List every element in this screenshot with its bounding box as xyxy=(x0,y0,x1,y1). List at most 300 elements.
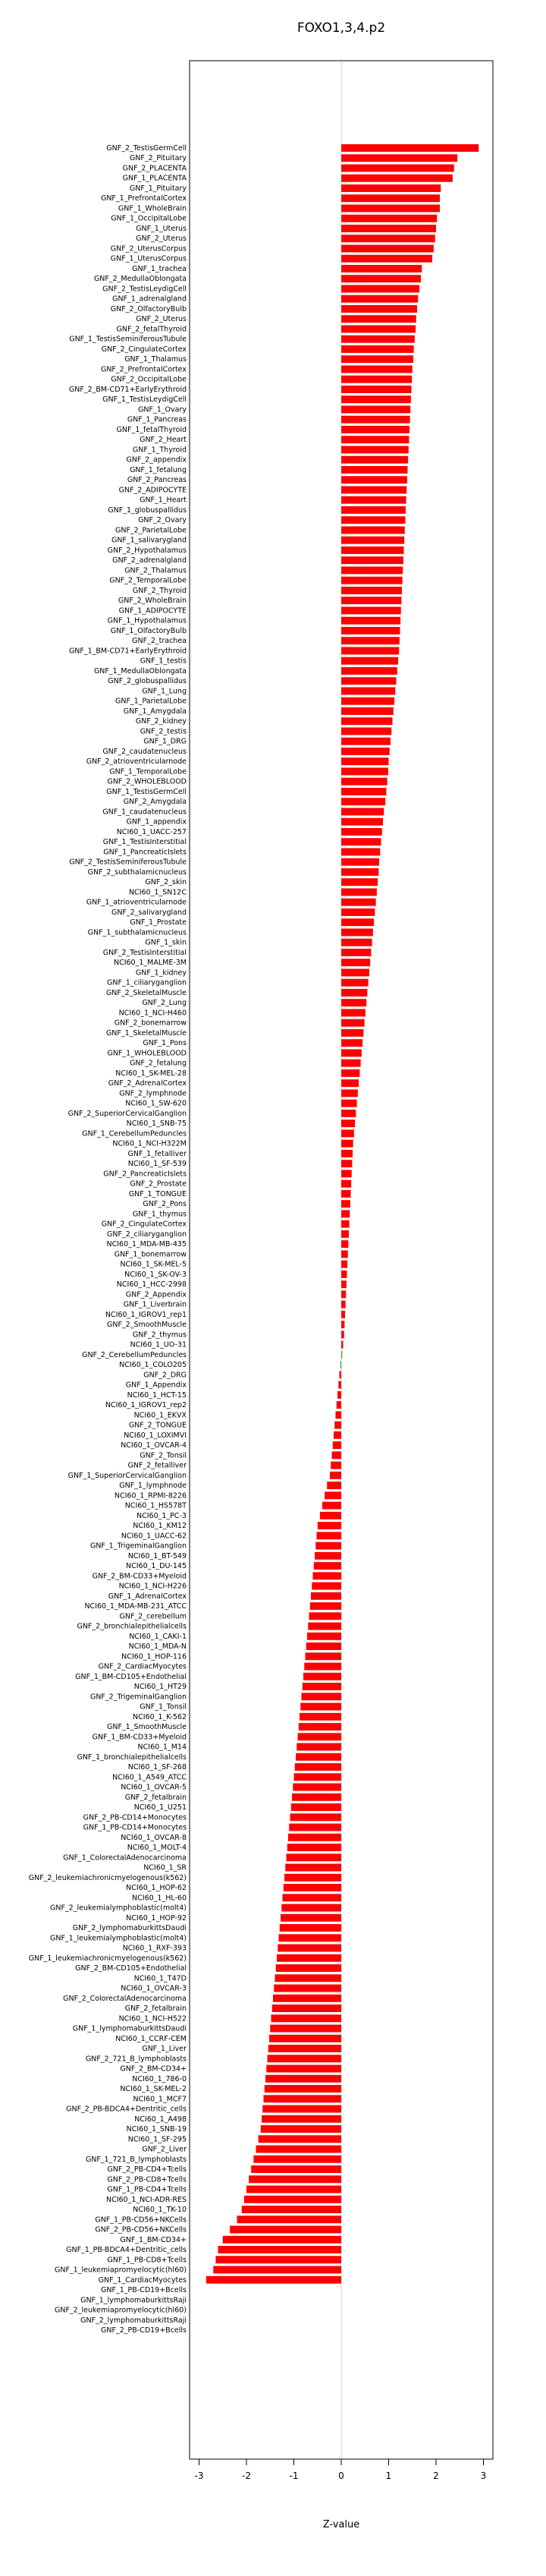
category-label: GNF_1_trachea xyxy=(132,264,187,273)
category-label: NCI60_1_NCI-H460 xyxy=(118,1009,187,1018)
category-label: GNF_1_fetalliver xyxy=(127,1149,187,1158)
category-label: GNF_2_salivarygland xyxy=(111,908,187,917)
category-label: NCI60_1_NCI-ADR-RES xyxy=(105,2195,187,2204)
bar xyxy=(341,1060,361,1067)
bar xyxy=(341,326,416,333)
bar xyxy=(293,1784,341,1791)
category-labels xyxy=(29,144,187,2335)
category-label: GNF_2_Liver xyxy=(142,2145,187,2154)
category-label: GNF_1_lymphnode xyxy=(119,1482,187,1491)
bar xyxy=(341,1180,351,1188)
category-label: NCI60_1_SR xyxy=(143,1863,187,1872)
bar xyxy=(341,868,378,876)
category-label: GNF_1_Thalamus xyxy=(124,355,187,364)
bar xyxy=(341,888,377,896)
bar xyxy=(341,426,410,433)
category-label: GNF_1_Liver xyxy=(142,2045,187,2054)
category-label: GNF_2_fetalbrain xyxy=(124,2004,187,2014)
category-label: GNF_2_Prostate xyxy=(130,1179,187,1189)
bar xyxy=(330,1472,341,1479)
bar xyxy=(340,1371,342,1378)
bar xyxy=(341,265,422,272)
bar xyxy=(341,355,413,363)
category-label: NCI60_1_K-562 xyxy=(133,1712,187,1721)
bar xyxy=(276,1964,341,1972)
category-label: GNF_1_PrefrontalCortex xyxy=(100,194,187,203)
bar xyxy=(341,778,388,786)
bar xyxy=(341,597,401,604)
bar xyxy=(327,1482,341,1489)
category-label: NCI60_1_SF-295 xyxy=(127,2135,187,2144)
category-label: GNF_2_skin xyxy=(145,878,187,887)
bar xyxy=(341,838,381,846)
bar xyxy=(341,1110,356,1117)
category-label: GNF_1_leukemiapromyelocytic(hl60) xyxy=(54,2266,187,2275)
bar xyxy=(341,1331,344,1338)
category-label: GNF_2_bonemarrow xyxy=(114,1019,187,1028)
bar xyxy=(341,828,382,836)
bar xyxy=(341,1079,359,1087)
category-label: GNF_1_Ovary xyxy=(138,405,187,414)
category-label: NCI60_1_IGROV1_rep2 xyxy=(105,1401,187,1410)
category-label: GNF_1_Appendix xyxy=(125,1381,187,1390)
bar xyxy=(341,1160,352,1167)
category-label: GNF_1_Pituitary xyxy=(129,184,187,193)
category-label: GNF_1_OccipitalLobe xyxy=(111,214,187,223)
bar xyxy=(341,526,405,534)
category-label: NCI60_1_UO-31 xyxy=(130,1340,187,1349)
category-label: NCI60_1_UACC-257 xyxy=(116,827,187,836)
category-label: NCI60_1_EKVX xyxy=(133,1411,187,1420)
category-label: GNF_2_lymphomaburkittsDaudi xyxy=(72,1924,187,1933)
bar xyxy=(264,2095,342,2102)
bar xyxy=(311,1592,341,1600)
bar xyxy=(341,959,370,966)
bar xyxy=(341,587,402,594)
bar xyxy=(314,1562,341,1570)
category-label: NCI60_1_HT29 xyxy=(133,1683,187,1692)
category-label: GNF_1_Uterus xyxy=(136,224,187,233)
bar xyxy=(300,1713,341,1721)
bar xyxy=(287,1853,342,1861)
category-label: GNF_2_OlfactoryBulb xyxy=(110,304,187,313)
category-label: GNF_1_BM-CD34+ xyxy=(120,2235,187,2244)
category-label: NCI60_1_LOXIMVI xyxy=(124,1431,187,1440)
category-label: GNF_2_TestisSeminiferousTubule xyxy=(69,858,187,867)
category-label: NCI60_1_HCC-2998 xyxy=(116,1280,187,1290)
category-label: GNF_1_PB-CD4+Tcells xyxy=(107,2185,187,2194)
bar xyxy=(213,2266,341,2274)
bar xyxy=(341,1029,363,1037)
category-label: NCI60_1_HOP-62 xyxy=(126,1884,187,1893)
bar xyxy=(310,1602,341,1610)
category-label: GNF_1_OlfactoryBulb xyxy=(110,626,187,635)
category-label: GNF_2_TestisInterstitial xyxy=(102,948,187,957)
category-label: GNF_1_kidney xyxy=(135,968,187,978)
category-label: GNF_1_SmoothMuscle xyxy=(106,1723,187,1732)
bar xyxy=(303,1683,341,1690)
bar xyxy=(256,2146,342,2153)
bar xyxy=(296,1753,341,1761)
category-label: NCI60_1_SK-MEL-28 xyxy=(115,1069,187,1078)
category-label: NCI60_1_SNB-19 xyxy=(126,2125,187,2134)
category-label: NCI60_1_TK-10 xyxy=(133,2206,187,2215)
bar xyxy=(332,1451,342,1459)
x-axis-label: Z-value xyxy=(322,2519,360,2530)
category-label: GNF_2_Pons xyxy=(143,1200,187,1209)
category-label: GNF_2_AdrenalCortex xyxy=(108,1079,187,1088)
category-label: GNF_2_ADIPOCYTE xyxy=(118,486,187,495)
bar xyxy=(341,818,383,826)
category-label: GNF_2_Appendix xyxy=(125,1290,187,1299)
category-label: NCI60_1_HOP-92 xyxy=(126,1913,187,1923)
bar xyxy=(341,1290,346,1298)
bar xyxy=(341,194,440,202)
x-tick-label: -3 xyxy=(194,2471,204,2481)
bar xyxy=(341,1210,350,1217)
bar xyxy=(341,1049,362,1057)
category-label: GNF_2_BM-CD33+Myeloid xyxy=(92,1572,187,1581)
bar xyxy=(341,606,401,614)
category-label: GNF_2_SmoothMuscle xyxy=(106,1321,187,1330)
bar xyxy=(341,335,415,343)
category-label: GNF_1_appendix xyxy=(126,817,187,827)
category-label: GNF_1_PB-BDCA4+Dentritic_cells xyxy=(66,2246,187,2255)
category-label: GNF_1_thymus xyxy=(132,1210,187,1219)
bar xyxy=(341,858,379,866)
category-label: GNF_1_fetalThyroid xyxy=(116,425,187,434)
bar xyxy=(280,1924,341,1932)
category-label: NCI60_1_HCT-15 xyxy=(127,1390,187,1400)
category-label: GNF_2_CingulateCortex xyxy=(101,1220,187,1229)
category-label: GNF_2_lymphomaburkittsRaji xyxy=(80,2316,187,2325)
category-label: GNF_2_721_B_lymphoblasts xyxy=(85,2055,187,2064)
bar xyxy=(312,1582,341,1590)
x-tick-label: 0 xyxy=(338,2471,344,2481)
bar xyxy=(341,366,413,373)
bar xyxy=(274,1985,341,1992)
category-label: GNF_2_kidney xyxy=(135,717,187,726)
bar xyxy=(341,878,378,886)
category-label: GNF_2_globuspallidus xyxy=(108,677,187,686)
category-label: NCI60_1_HS578T xyxy=(124,1501,187,1510)
category-label: GNF_1_CerebellumPeduncles xyxy=(82,1129,187,1138)
bar xyxy=(341,1271,347,1278)
bar xyxy=(341,345,414,353)
bar xyxy=(253,2156,341,2163)
bar xyxy=(271,2014,342,2022)
bar xyxy=(277,1954,341,1962)
category-label: NCI60_1_OVCAR-3 xyxy=(121,1984,187,1993)
bar xyxy=(341,999,366,1006)
category-label: NCI60_1_OVCAR-4 xyxy=(121,1441,187,1450)
category-label: NCI60_1_NCI-H322M xyxy=(112,1139,187,1148)
bar xyxy=(307,1633,341,1640)
category-label: GNF_2_UterusCorpus xyxy=(110,244,187,254)
category-label: GNF_1_TestisGermCell xyxy=(106,787,187,796)
category-label: NCI60_1_SF-268 xyxy=(127,1763,187,1772)
category-label: NCI60_1_RPMI-8226 xyxy=(114,1491,187,1501)
category-label: GNF_2_MedullaOblongata xyxy=(93,275,187,284)
bar xyxy=(341,165,454,172)
bar xyxy=(341,1200,350,1208)
category-label: GNF_1_WHOLEBLOOD xyxy=(107,1049,187,1058)
category-label: GNF_2_caudatenucleus xyxy=(102,747,187,756)
category-label: GNF_1_BM-CD105+Endothelial xyxy=(75,1672,187,1681)
category-label: GNF_2_leukemiachronicmyelogenous(k562) xyxy=(28,1873,187,1882)
category-label: GNF_2_Pancreas xyxy=(127,476,187,485)
bar xyxy=(218,2246,342,2253)
bar xyxy=(306,1642,341,1650)
category-label: NCI60_1_MCF7 xyxy=(133,2095,187,2104)
category-label: GNF_1_lymphomaburkittsDaudi xyxy=(72,2024,187,2033)
category-label: NCI60_1_KM12 xyxy=(133,1522,187,1531)
bar xyxy=(341,1069,359,1077)
category-label: GNF_2_CerebellumPeduncles xyxy=(82,1350,187,1359)
bar xyxy=(237,2215,342,2223)
bar xyxy=(265,2075,341,2083)
bar xyxy=(246,2186,341,2193)
bar xyxy=(341,184,441,192)
bar xyxy=(295,1763,341,1771)
category-label: GNF_2_PB-CD4+Tcells xyxy=(107,2165,187,2174)
bar xyxy=(341,757,389,765)
bar xyxy=(341,577,403,584)
category-label: GNF_1_leukemialymphoblastic(molt4) xyxy=(50,1934,187,1943)
bar xyxy=(298,1733,342,1740)
bar xyxy=(284,1884,341,1891)
bar xyxy=(341,707,394,715)
bar xyxy=(273,1995,341,2002)
category-label: GNF_2_ColorectalAdenocarcinoma xyxy=(63,1994,187,2003)
category-label: GNF_2_leukemialymphoblastic(molt4) xyxy=(50,1904,187,1913)
bar xyxy=(281,1904,341,1912)
category-label: NCI60_1_NCI-H226 xyxy=(118,1582,187,1591)
category-label: NCI60_1_NCI-H522 xyxy=(118,2014,187,2023)
category-label: NCI60_1_HOP-116 xyxy=(121,1652,187,1661)
bar xyxy=(249,2175,341,2183)
category-label: NCI60_1_SK-MEL-5 xyxy=(120,1260,187,1269)
category-label: GNF_2_TemporalLobe xyxy=(109,576,187,585)
x-tick-label: 3 xyxy=(480,2471,487,2481)
category-label: GNF_2_BM-CD105+Endothelial xyxy=(75,1964,187,1973)
bar xyxy=(306,1652,342,1660)
category-label: GNF_1_testis xyxy=(140,657,187,666)
category-label: GNF_2_CingulateCortex xyxy=(101,345,187,354)
category-label: GNF_2_trachea xyxy=(132,637,187,646)
bar xyxy=(341,767,388,775)
bar xyxy=(341,627,400,635)
bar xyxy=(341,516,405,524)
x-tick-label: 2 xyxy=(433,2471,439,2481)
category-label: GNF_1_adrenalgland xyxy=(112,294,187,304)
bar xyxy=(341,968,369,976)
category-label: GNF_1_TONGUE xyxy=(128,1189,187,1198)
category-label: GNF_2_Pituitary xyxy=(129,154,187,163)
bar xyxy=(341,456,408,464)
category-label: GNF_1_Hypothalamus xyxy=(107,616,187,625)
category-label: GNF_2_cerebellum xyxy=(119,1612,187,1621)
category-label: GNF_1_PB-CD14+Monocytes xyxy=(83,1823,187,1832)
category-label: GNF_1_Pancreas xyxy=(127,415,187,424)
bar xyxy=(341,476,407,483)
category-label: GNF_2_subthalamicnucleus xyxy=(87,868,187,877)
category-label: GNF_1_SkeletalMuscle xyxy=(105,1028,187,1038)
category-label: GNF_2_leukemiapromyelocytic(hl60) xyxy=(54,2306,187,2315)
bar xyxy=(341,205,440,213)
category-label: NCI60_1_A498 xyxy=(134,2115,187,2124)
category-label: GNF_2_PB-BDCA4+Dentritic_cells xyxy=(66,2105,187,2114)
bar xyxy=(341,556,403,564)
category-label: GNF_2_atrioventricularnode xyxy=(86,757,187,767)
bar xyxy=(309,1612,342,1620)
bar xyxy=(341,647,399,654)
bar xyxy=(341,1150,353,1157)
category-label: GNF_1_BM-CD33+Myeloid xyxy=(92,1733,187,1742)
category-label: GNF_2_fetalThyroid xyxy=(116,325,187,334)
category-label: GNF_2_fetalliver xyxy=(127,1461,187,1470)
bar xyxy=(268,2055,342,2062)
bar xyxy=(269,2035,341,2042)
category-label: GNF_2_PLACENTA xyxy=(122,164,187,173)
bar xyxy=(318,1522,341,1529)
category-label: NCI60_1_BT-549 xyxy=(127,1551,187,1560)
bar xyxy=(279,1934,342,1941)
bar xyxy=(341,698,394,705)
bar xyxy=(291,1803,341,1811)
bar xyxy=(259,2135,341,2143)
bar xyxy=(278,1945,341,1952)
bar xyxy=(341,949,371,956)
category-label: GNF_2_TestisLeydigCell xyxy=(102,285,187,294)
x-axis xyxy=(195,2459,487,2481)
category-label: GNF_2_Uterus xyxy=(136,235,187,244)
category-label: GNF_1_Tonsil xyxy=(140,1702,187,1712)
category-label: GNF_2_TestisGermCell xyxy=(106,144,187,153)
bar xyxy=(341,154,457,162)
category-label: GNF_1_atrioventricularnode xyxy=(86,898,187,907)
bar xyxy=(341,144,479,152)
bar xyxy=(341,245,434,253)
category-label: NCI60_1_SNB-75 xyxy=(126,1120,187,1129)
category-label: GNF_2_fetalbrain xyxy=(124,1793,187,1802)
bar xyxy=(206,2276,341,2284)
category-label: GNF_1_PLACENTA xyxy=(122,174,187,183)
bar xyxy=(287,1844,341,1851)
bar xyxy=(341,1089,358,1097)
category-label: GNF_2_adrenalgland xyxy=(112,556,187,565)
bar xyxy=(341,466,408,474)
bar xyxy=(341,1321,344,1328)
bar xyxy=(341,496,406,504)
category-label: GNF_2_ParietalLobe xyxy=(115,526,187,535)
bar xyxy=(341,436,409,443)
category-label: GNF_1_bonemarrow xyxy=(114,1250,187,1259)
bar xyxy=(341,748,390,755)
bar xyxy=(341,315,416,323)
bar xyxy=(265,2085,341,2093)
bar xyxy=(341,1250,348,1258)
bar xyxy=(290,1813,342,1821)
category-label: GNF_1_PB-CD19+Bcells xyxy=(101,2286,187,2295)
category-label: GNF_1_subthalamicnucleus xyxy=(87,928,187,937)
bar xyxy=(341,1019,365,1027)
category-label: NCI60_1_HL-60 xyxy=(132,1894,187,1903)
category-label: GNF_1_skin xyxy=(145,938,187,947)
bar xyxy=(341,1129,354,1137)
bar xyxy=(341,386,412,393)
bar xyxy=(268,2045,341,2052)
category-label: GNF_1_salivarygland xyxy=(111,536,187,545)
category-label: GNF_2_Ovary xyxy=(138,516,187,525)
category-label: GNF_2_BM-CD71+EarlyErythroid xyxy=(68,385,187,394)
category-label: GNF_1_leukemiachronicmyelogenous(k562) xyxy=(28,1954,187,1963)
category-label: GNF_2_PancreaticIslets xyxy=(103,1170,187,1179)
category-label: GNF_2_Hypothalamus xyxy=(107,546,187,555)
bar xyxy=(272,2004,341,2012)
category-label: GNF_1_BM-CD71+EarlyErythroid xyxy=(68,647,187,656)
bar xyxy=(341,1311,345,1318)
category-label: GNF_1_Liverbrain xyxy=(123,1300,187,1309)
bar xyxy=(341,687,395,694)
category-label: NCI60_1_PC-3 xyxy=(136,1511,187,1520)
category-label: GNF_1_Amygdala xyxy=(123,707,187,716)
bar xyxy=(338,1381,341,1389)
category-label: GNF_1_TrigeminalGanglion xyxy=(89,1542,187,1551)
bars-layer xyxy=(206,144,479,2284)
x-tick-label: -1 xyxy=(289,2471,299,2481)
bar xyxy=(341,738,391,745)
category-label: GNF_2_Lung xyxy=(142,999,187,1008)
bar xyxy=(341,546,404,554)
bar xyxy=(341,255,432,263)
bar xyxy=(341,1261,347,1268)
bar xyxy=(336,1411,342,1419)
category-label: GNF_2_fetalung xyxy=(130,1059,187,1068)
bar xyxy=(341,1230,349,1238)
category-label: NCI60_1_DU-145 xyxy=(125,1562,187,1571)
bar xyxy=(341,285,419,293)
chart-title: FOXO1,3,4.p2 xyxy=(297,20,386,36)
category-label: GNF_2_PB-CD56+NKCells xyxy=(95,2225,187,2234)
category-label: NCI60_1_T47D xyxy=(133,1974,187,1983)
bar xyxy=(341,1280,347,1288)
bar xyxy=(337,1391,341,1399)
category-label: GNF_1_ColorectalAdenocarcinoma xyxy=(63,1853,187,1863)
category-label: GNF_1_AdrenalCortex xyxy=(108,1592,187,1601)
bar xyxy=(341,798,385,805)
bar xyxy=(341,657,398,665)
category-label: GNF_2_CardiacMyocytes xyxy=(98,1662,187,1671)
category-label: GNF_2_thymus xyxy=(132,1331,187,1340)
bar xyxy=(341,446,409,453)
category-label: GNF_1_Lung xyxy=(142,687,187,696)
category-label: GNF_2_appendix xyxy=(126,455,187,464)
category-label: NCI60_1_SW-620 xyxy=(125,1099,187,1108)
bar xyxy=(262,2115,341,2123)
bar xyxy=(337,1401,341,1409)
category-label: GNF_1_Pons xyxy=(143,1039,187,1048)
category-label: GNF_1_WholeBrain xyxy=(118,204,187,213)
bar xyxy=(325,1491,341,1499)
category-label: NCI60_1_SN12C xyxy=(128,888,187,897)
bar xyxy=(281,1914,341,1922)
category-label: NCI60_1_M14 xyxy=(137,1743,187,1752)
bar xyxy=(341,637,400,644)
bar xyxy=(341,928,373,936)
bar xyxy=(341,275,421,282)
bar xyxy=(261,2125,341,2133)
